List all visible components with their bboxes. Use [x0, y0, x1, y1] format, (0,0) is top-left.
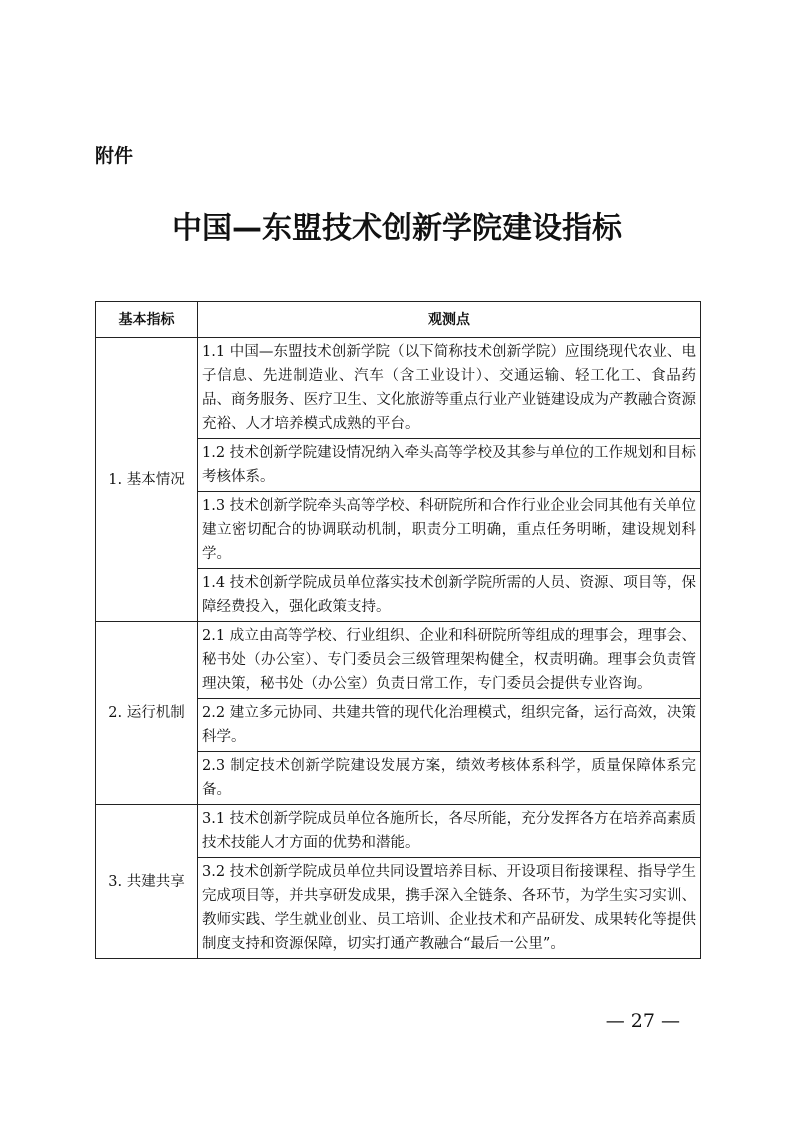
- table-row: [96, 622, 701, 699]
- header-basic-indicator: 基本指标: [96, 302, 198, 338]
- annex-label: 附件: [95, 145, 134, 167]
- observation-point-2-1: 2.1 成立由高等学校、行业组织、企业和科研院所等组成的理事会，理事会、秘书处（办公室）、专门委员会三级管理架构健全，权责明确。理事会负责管理决策，秘书处（办公室）负责日常工作，专门委员会提供专业咨询。: [198, 622, 701, 699]
- table-header-row: [96, 302, 701, 338]
- observation-point-2-2: 2.2 建立多元协同、共建共管的现代化治理模式，组织完备，运行高效，决策科学。: [198, 699, 701, 752]
- observation-point-1-4: 1.4 技术创新学院成员单位落实技术创新学院所需的人员、资源、项目等，保障经费投入，强化政策支持。: [198, 569, 701, 622]
- observation-point-2-3: 2.3 制定技术创新学院建设发展方案，绩效考核体系科学，质量保障体系完备。: [198, 752, 701, 805]
- category-co-construction-sharing: 3. 共建共享: [96, 805, 198, 959]
- observation-point-1-1: 1.1 中国—东盟技术创新学院（以下简称技术创新学院）应围绕现代农业、电子信息、先进制造业、汽车（含工业设计）、交通运输、轻工化工、食品药品、商务服务、医疗卫生、文化旅游等重点行业产业链建设成为产教融合资源充裕、人才培养模式成熟的平台。: [198, 338, 701, 439]
- table-row: [96, 805, 701, 858]
- observation-point-3-1: 3.1 技术创新学院成员单位各施所长，各尽所能，充分发挥各方在培养高素质技术技能人才方面的优势和潜能。: [198, 805, 701, 858]
- category-basic-info: 1. 基本情况: [96, 338, 198, 622]
- indicator-table: [95, 301, 701, 959]
- observation-point-1-3: 1.3 技术创新学院牵头高等学校、科研院所和合作行业企业会同其他有关单位建立密切配合的协调联动机制，职责分工明确，重点任务明晰，建设规划科学。: [198, 492, 701, 569]
- observation-point-3-2: 3.2 技术创新学院成员单位共同设置培养目标、开设项目衔接课程、指导学生完成项目等，并共享研发成果，携手深入全链条、各环节，为学生实习实训、教师实践、学生就业创业、员工培训、企业技术和产品研发、成果转化等提供制度支持和资源保障，切实打通产教融合“最后一公里”。: [198, 858, 701, 959]
- table-row: [96, 338, 701, 439]
- document-title: 中国—东盟技术创新学院建设指标: [172, 211, 622, 246]
- category-operation-mechanism: 2. 运行机制: [96, 622, 198, 805]
- observation-point-1-2: 1.2 技术创新学院建设情况纳入牵头高等学校及其参与单位的工作规划和目标考核体系。: [198, 439, 701, 492]
- page-number: — 27 —: [605, 1010, 680, 1032]
- header-observation-point: 观测点: [198, 302, 701, 338]
